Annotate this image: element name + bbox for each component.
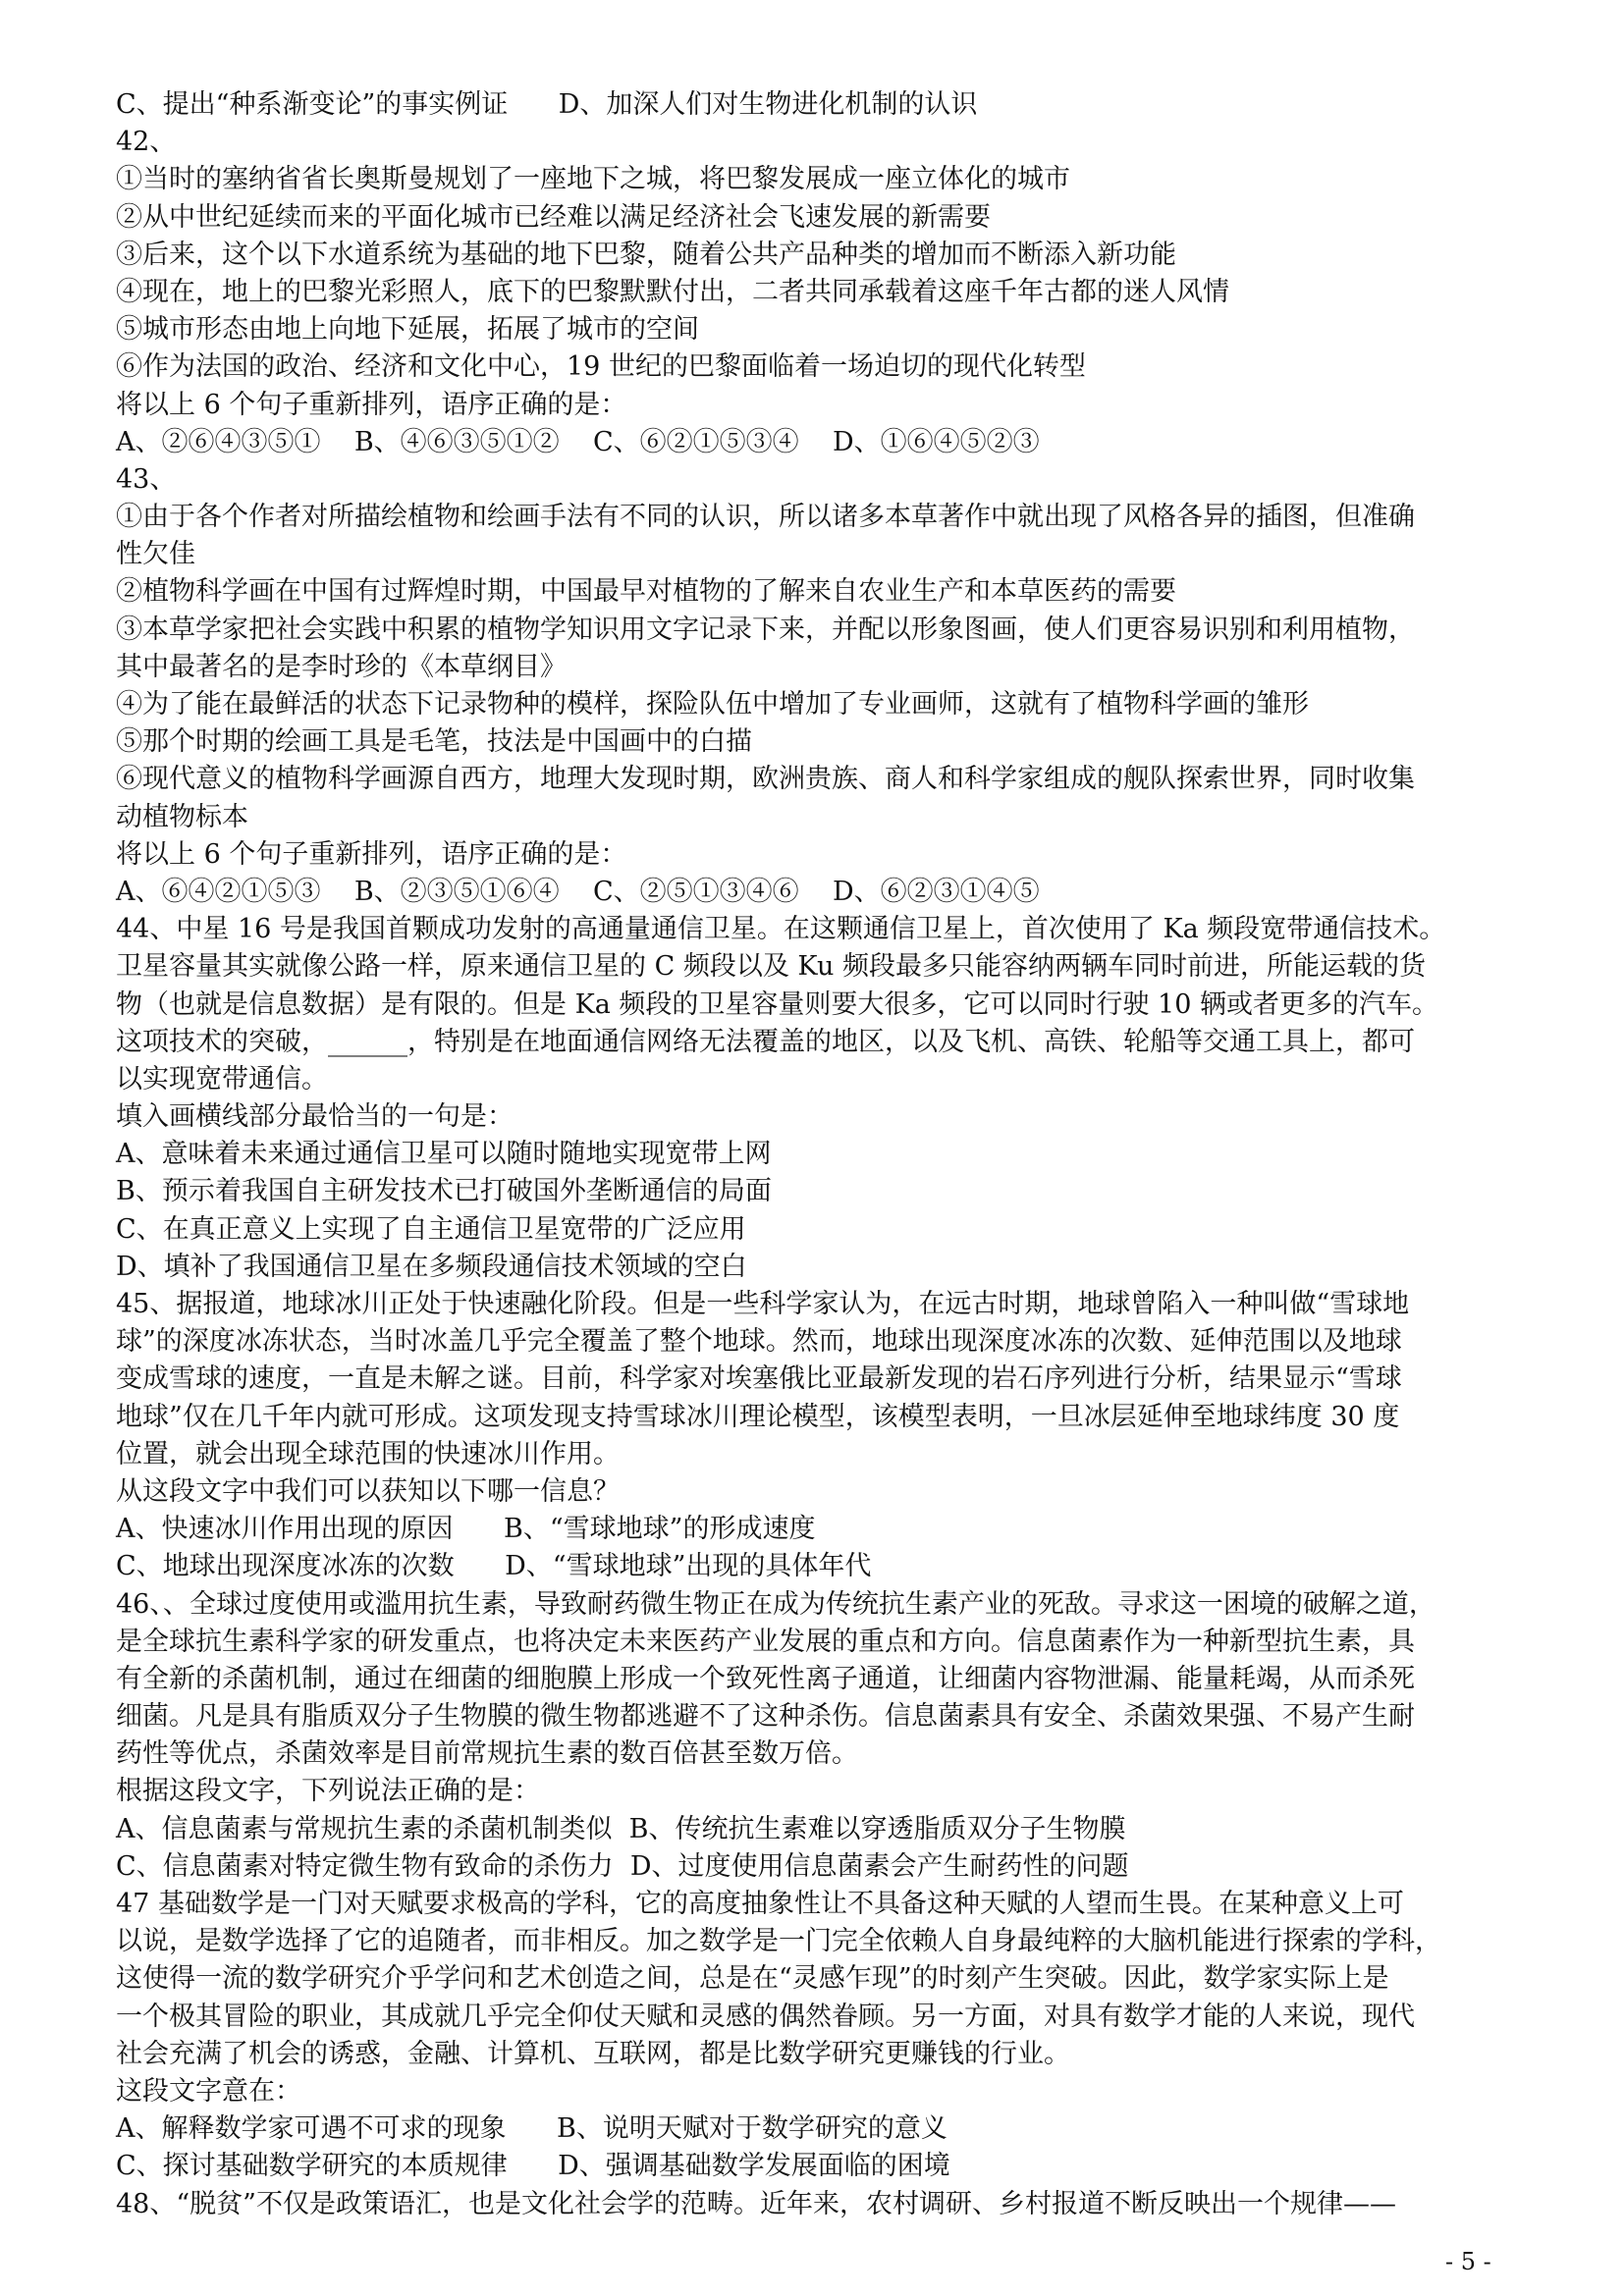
text-line: 其中最著名的是李时珍的《本草纲目》 (116, 651, 567, 682)
text-line: 44、中星 16 号是我国首颗成功发射的高通量通信卫星。在这颗通信卫星上，首次使用了 Ka 频段宽带通信技术。 (116, 914, 1446, 945)
text-line: 填入画横线部分最恰当的一句是： (116, 1101, 514, 1133)
text-line: ④为了能在最鲜活的状态下记录物种的模样，探险队伍中增加了专业画师，这就有了植物科学画的雏形 (116, 689, 1309, 720)
text-line: 变成雪球的速度，一直是未解之谜。目前，科学家对埃塞俄比亚最新发现的岩石序列进行分析，结果显示“雪球 (116, 1363, 1402, 1395)
text-line: C、信息菌素对特定微生物有致命的杀伤力 D、过度使用信息菌素会产生耐药性的问题 (116, 1850, 1129, 1882)
text-line: C、探讨基础数学研究的本质规律 D、强调基础数学发展面临的困境 (116, 2151, 950, 2182)
text-line: 这段文字意在： (116, 2075, 301, 2107)
text-line: 43、 (116, 463, 177, 495)
text-line: A、⑥④②①⑤③ B、②③⑤①⑥④ C、②⑤①③④⑥ D、⑥②③①④⑤ (116, 876, 1040, 907)
text-line: A、解释数学家可遇不可求的现象 B、说明天赋对于数学研究的意义 (116, 2113, 947, 2145)
text-line: 位置，就会出现全球范围的快速冰川作用。 (116, 1438, 620, 1469)
text-line: 细菌。凡是具有脂质双分子生物膜的微生物都逃避不了这种杀伤。信息菌素具有安全、杀菌效果强、不易产生耐 (116, 1701, 1415, 1733)
text-line: 卫星容量其实就像公路一样，原来通信卫星的 C 频段以及 Ku 频段最多只能容纳两辆车同时前进，所能运载的货 (116, 951, 1426, 983)
text-line: ④现在，地上的巴黎光彩照人，底下的巴黎默默付出，二者共同承载着这座千年古都的迷人风情 (116, 276, 1229, 307)
text-line: C、提出“种系渐变论”的事实例证 D、加深人们对生物进化机制的认识 (116, 89, 978, 120)
text-line: 46、、全球过度使用或滥用抗生素，导致耐药微生物正在成为传统抗生素产业的死敌。寻求这一困境的破解之道， (116, 1588, 1435, 1620)
text-line: 球”的深度冰冻状态，当时冰盖几乎完全覆盖了整个地球。然而，地球出现深度冰冻的次数、延伸范围以及地球 (116, 1326, 1402, 1358)
text-line: 药性等优点，杀菌效率是目前常规抗生素的数百倍甚至数万倍。 (116, 1738, 858, 1770)
text-line: D、填补了我国通信卫星在多频段通信技术领域的空白 (116, 1251, 747, 1282)
text-line: 根据这段文字，下列说法正确的是： (116, 1776, 540, 1807)
text-line: ⑤那个时期的绘画工具是毛笔，技法是中国画中的白描 (116, 726, 752, 758)
text-line: 社会充满了机会的诱惑，金融、计算机、互联网，都是比数学研究更赚钱的行业。 (116, 2038, 1070, 2069)
text-line: 动植物标本 (116, 801, 248, 832)
text-line: 47 基础数学是一门对天赋要求极高的学科，它的高度抽象性让不具备这种天赋的人望而生畏。在某种意义上可 (116, 1889, 1404, 1919)
text-line: 是全球抗生素科学家的研发重点，也将决定未来医药产业发展的重点和方向。信息菌素作为一种新型抗生素，具 (116, 1626, 1415, 1657)
text-line: ①由于各个作者对所描绘植物和绘画手法有不同的认识，所以诸多本草著作中就出现了风格各异的插图，但准确 (116, 502, 1415, 533)
text-line: ①当时的塞纳省省长奥斯曼规划了一座地下之城，将巴黎发展成一座立体化的城市 (116, 164, 1070, 195)
text-line: 45、据报道，地球冰川正处于快速融化阶段。但是一些科学家认为，在远古时期，地球曾陷入一种叫做“雪球地 (116, 1289, 1410, 1319)
text-line: 有全新的杀菌机制，通过在细菌的细胞膜上形成一个致死性离子通道，让细菌内容物泄漏、能量耗竭，从而杀死 (116, 1663, 1415, 1694)
text-line: C、在真正意义上实现了自主通信卫星宽带的广泛应用 (116, 1213, 746, 1245)
document-body (116, 86, 1520, 2223)
text-line: ③后来，这个以下水道系统为基础的地下巴黎，随着公共产品种类的增加而不断添入新功能 (116, 239, 1176, 270)
text-line: B、预示着我国自主研发技术已打破国外垄断通信的局面 (116, 1176, 772, 1207)
text-line: ⑥作为法国的政治、经济和文化中心，19 世纪的巴黎面临着一场迫切的现代化转型 (116, 351, 1086, 383)
text-line: 一个极其冒险的职业，其成就几乎完全仰仗天赋和灵感的偶然眷顾。另一方面，对具有数学才能的人来说，现代 (116, 2001, 1415, 2032)
text-line: 性欠佳 (116, 539, 195, 570)
text-line: C、地球出现深度冰冻的次数 D、“雪球地球”出现的具体年代 (116, 1551, 872, 1582)
text-line: 42、 (116, 127, 177, 158)
text-line: A、信息菌素与常规抗生素的杀菌机制类似 B、传统抗生素难以穿透脂质双分子生物膜 (116, 1813, 1126, 1844)
text-line: 这项技术的突破，______，特别是在地面通信网络无法覆盖的地区，以及飞机、高铁、轮船等交通工具上，都可 (116, 1026, 1415, 1057)
text-line: 这使得一流的数学研究介乎学问和艺术创造之间，总是在“灵感乍现”的时刻产生突破。因此，数学家实际上是 (116, 1963, 1389, 1995)
text-line: 将以上 6 个句子重新排列，语序正确的是： (116, 389, 627, 420)
text-line: 地球”仅在几千年内就可形成。这项发现支持雪球冰川理论模型，该模型表明，一旦冰层延伸至地球纬度 30 度 (116, 1401, 1400, 1432)
text-line: ⑥现代意义的植物科学画源自西方，地理大发现时期，欧洲贵族、商人和科学家组成的舰队探索世界，同时收集 (116, 764, 1415, 795)
page-number: - 5 - (1445, 2248, 1491, 2275)
text-line: ②从中世纪延续而来的平面化城市已经难以满足经济社会飞速发展的新需要 (116, 201, 991, 233)
text-line: 48、“脱贫”不仅是政策语汇，也是文化社会学的范畴。近年来，农村调研、乡村报道不断反映出一个规律—— (116, 2188, 1396, 2219)
text-line: 以说，是数学选择了它的追随者，而非相反。加之数学是一门完全依赖人自身最纯粹的大脑机能进行探索的学科， (116, 1926, 1441, 1957)
text-line: 物（也就是信息数据）是有限的。但是 Ka 频段的卫星容量则要大很多，它可以同时行驶 10 辆或者更多的汽车。 (116, 988, 1438, 1020)
text-line: A、意味着未来通过通信卫星可以随时随地实现宽带上网 (116, 1139, 772, 1170)
text-line: A、②⑥④③⑤① B、④⑥③⑤①② C、⑥②①⑤③④ D、①⑥④⑤②③ (116, 426, 1040, 457)
text-line: ⑤城市形态由地上向地下延展，拓展了城市的空间 (116, 314, 699, 346)
text-line: A、快速冰川作用出现的原因 B、“雪球地球”的形成速度 (116, 1514, 816, 1545)
text-line: ②植物科学画在中国有过辉煌时期，中国最早对植物的了解来自农业生产和本草医药的需要 (116, 576, 1176, 608)
text-line: ③本草学家把社会实践中积累的植物学知识用文字记录下来，并配以形象图画，使人们更容易识别和利用植物， (116, 614, 1415, 645)
text-line: 从这段文字中我们可以获知以下哪一信息？ (116, 1475, 620, 1507)
text-line: 将以上 6 个句子重新排列，语序正确的是： (116, 838, 627, 870)
text-line: 以实现宽带通信。 (116, 1063, 328, 1095)
